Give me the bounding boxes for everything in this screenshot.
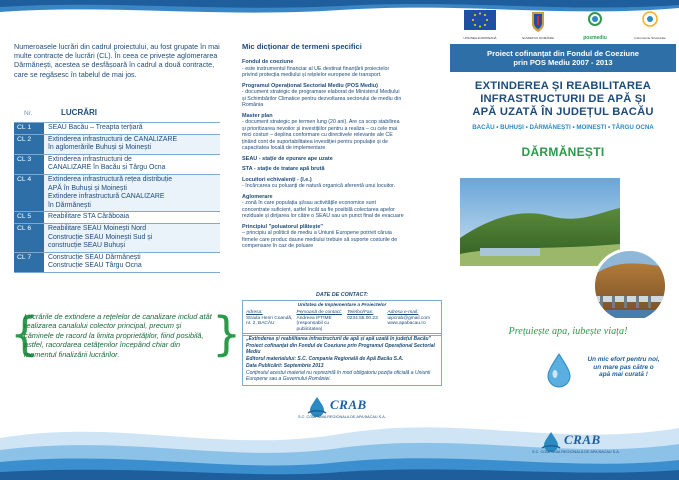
contact-phone (347, 310, 387, 333)
featured-town: DĂRMĂNEȘTI (521, 145, 605, 159)
dict-term: Fondul de coeziune (242, 59, 294, 65)
stars-circle-icon (628, 10, 672, 34)
towns-list: BACĂU • BUHUȘI • DĂRMĂNEȘTI • MOINEȘTI • TÂRGU OCNA (472, 124, 654, 131)
posmediu-logo (572, 10, 618, 40)
work-code: CL 2 (14, 135, 44, 154)
work-code: CL 6 (14, 224, 44, 252)
dict-def: - este instrumentul financiar al UE destinat finanțării proiectelor privind protecția mediului și rețelelor europene de transport. (242, 65, 390, 78)
work-desc: SEAU Bacău – Treapta terțiară (48, 124, 143, 131)
landscape-photo (460, 178, 668, 318)
work-code: CL 1 (14, 123, 44, 134)
logo-caption: Instrumente Structurale (634, 36, 666, 40)
dict-term: Locuitori echivalenți - (l.e.) (242, 176, 312, 183)
works-table-header (14, 108, 220, 121)
contact-email (387, 310, 438, 333)
dict-term: Master plan (242, 112, 273, 119)
dict-term: Aglomerare (242, 193, 273, 200)
water-splash-icon (540, 430, 562, 452)
work-desc: Extinderea infrastructurii de CANALIZARE în Bacău și Târgu Ocna (48, 155, 166, 172)
date-value: Septembrie 2013 (283, 363, 324, 369)
contact-label: Adresa: (246, 309, 263, 315)
logo-caption: UNIUNEA EUROPEANĂ (463, 36, 497, 40)
left-brace-icon: { (10, 307, 40, 361)
header-works: LUCRĂRI (61, 108, 97, 117)
dict-term: Principiul "poluatorul plătește" (242, 223, 324, 230)
structural-instruments-logo (628, 10, 672, 40)
cofinancing-text: Proiect cofinanțat din Fondul de Coeziune prin POS Mediu 2007 - 2013 (487, 49, 639, 67)
dictionary-title: Mic dicționar de termeni specifici (242, 42, 362, 51)
crab-subtitle: S.C. COMPANIA REGIONALA DE APA BACAU S.A. (532, 450, 620, 454)
dict-def: - document strategic de programare elaborat de Ministerul Mediului și Schimbărilor Climatice pentru dezvoltarea sectorului de mediu din România (242, 89, 402, 108)
contact-unit: Unitatea de Implementare a Proiectelor (297, 303, 387, 308)
contact-title: DATE DE CONTACT: (315, 292, 369, 298)
work-desc: Extinderea infrastructură rețea distribuție APĂ în Buhuși și Moinești Extindere infrastructură CANALIZARE în Dărmănești (44, 175, 220, 211)
contact-address (246, 310, 297, 333)
publication-info-box (242, 333, 442, 386)
table-row (14, 174, 220, 211)
sewer-note: Lucrările de extindere a rețelelor de canalizare includ atât realizarea canalului colector principal, precum și căminele de racord la limita proprietăților, fiind posibilă, astfel, racordarea cetățenilor începând chiar din momentul finalizării lucrărilor. (24, 312, 212, 359)
dict-term: STA - stație de tratare apă brută (242, 166, 325, 172)
work-code: CL 4 (14, 175, 44, 211)
table-row (14, 134, 220, 154)
panel-works (0, 0, 242, 480)
intro-text: Numeroasele lucrări din cadrul proiectului, au fost grupate în mai multe contracte de lucrări (CL). În ceea ce privește aglomerarea Dărmănești, acestea se desfășoară în cadrul a două contracte, care se regăsesc în tabelul de mai jos. (14, 42, 220, 79)
coat-of-arms-icon (518, 10, 558, 34)
eu-logo (458, 10, 502, 40)
work-desc: Extinderea infrastructurii de CANALIZARE în aglomerările Buhuși și Moinești (44, 135, 220, 154)
contact-label: Adresa e-mail: (387, 309, 419, 315)
date-label: Data Publicării: (246, 363, 283, 369)
crab-name: CRAB (330, 397, 367, 412)
logo-caption: GUVERNUL ROMÂNIEI (521, 36, 555, 40)
posmediu-swirl-icon (572, 10, 618, 34)
work-desc: Construcție SEAU Dărmănești Construcție SEAU Târgu Ocna (48, 253, 142, 270)
editor-value: S.C. Compania Regională de Apă Bacău S.A. (297, 356, 404, 362)
eu-flag-icon (458, 10, 502, 34)
water-drop-icon (544, 352, 574, 388)
contact-label: Telefon/Fax: (347, 309, 374, 315)
contact-person (297, 310, 348, 333)
header-nr: Nr. (24, 110, 33, 117)
table-row (14, 154, 220, 174)
dict-term: Programul Operațional Sectorial Mediu (POS Mediu) (242, 82, 378, 89)
work-desc: Reabilitare SEAU Moinești Nord Construcție SEAU Moinești Sud și construcție SEAU Buhuși (44, 224, 220, 252)
dict-def: – principiu al politicii de mediu a Uniunii Europene potrivit căruia firmele care produc daune mediului trebuie să suporte costurile de compensare în caz de poluare (242, 230, 398, 249)
editor-label: Editorul materialului: (246, 356, 297, 362)
dictionary-list (242, 55, 442, 250)
dict-def: - zonă în care populația și/sau activitățile economice sunt concentrate suficient, astfel încât sa fie posibilă colectarea apelor reziduale și dirijarea lor către o SEAU sau un punct final de evacuare (242, 200, 404, 219)
table-row (14, 252, 220, 273)
table-row (14, 122, 220, 134)
panel-dictionary (226, 0, 448, 480)
project-ref-title: „Extinderea și reabilitarea infrastructurii de apă și apă uzată în județul Bacău" (246, 336, 431, 342)
crab-logo (532, 430, 620, 454)
contact-box (242, 300, 442, 336)
work-code: CL 3 (14, 155, 44, 174)
table-row (14, 211, 220, 223)
dict-def: - încărcarea cu poluanți de natură organică aferentă unui locuitor. (242, 183, 396, 189)
right-brace-icon: } (212, 307, 242, 361)
crab-subtitle: S.C. COMPANIA REGIONALA DE APA BACAU S.A. (298, 415, 386, 419)
slogan: Prețuiește apa, iubește viața! (508, 326, 628, 337)
dict-def: - document strategic pe termen lung (20 ani). Are ca scop stabilirea și prioritizarea nevoilor și investițiilor pentru a realiza – cu cele mai mici costuri – deplina conformare cu directivele relevante ale CE ținând cont de suportabilitatea investiției pentru populație și de capacitatea locală de implementare (242, 119, 400, 151)
contact-value: uipcrab@gmail.com www.apabacau.ro (387, 315, 430, 327)
work-code: CL 7 (14, 253, 44, 272)
contact-value: 0234.55.00.23 (347, 315, 378, 321)
contact-value: Andreea IFTIME (responsabil cu publicitatea) (296, 315, 332, 333)
work-code: CL 5 (14, 212, 44, 223)
government-logo (518, 10, 558, 40)
drop-message: Un mic efort pentru noi, un mare pas către o apă mai curată ! (587, 356, 660, 379)
dict-term: SEAU - stație de epurare ape uzate (242, 155, 333, 162)
panel-cover (448, 0, 679, 480)
logo-strip (456, 10, 674, 40)
work-desc: Reabilitare STA Cărăboaia (48, 213, 130, 221)
contact-label: Persoană de contact: (296, 309, 342, 315)
contact-grid (246, 310, 438, 333)
disclaimer: Conținutul acestui material nu reprezintă în mod obligatoriu poziția oficială a Uniunii Europene sau a Guvernului României. (246, 370, 431, 382)
cofinancing-banner (450, 44, 676, 72)
crab-logo (298, 395, 386, 419)
logo-caption: posmediu (583, 35, 607, 41)
crab-name: CRAB (564, 432, 601, 447)
water-splash-icon (306, 395, 328, 417)
project-title: EXTINDEREA ȘI REABILITAREA INFRASTRUCTURII DE APĂ ȘI APĂ UZATĂ ÎN JUDEȚUL BACĂU (472, 80, 654, 119)
table-row (14, 223, 220, 252)
works-table (14, 122, 220, 273)
contact-value: Strada Henri Coandă, nr. 2, BACĂU (246, 315, 293, 327)
project-ref-line: Proiect cofinanțat din Fondul de Coeziune prin Programul Operațional Sectorial Mediu (246, 343, 435, 355)
